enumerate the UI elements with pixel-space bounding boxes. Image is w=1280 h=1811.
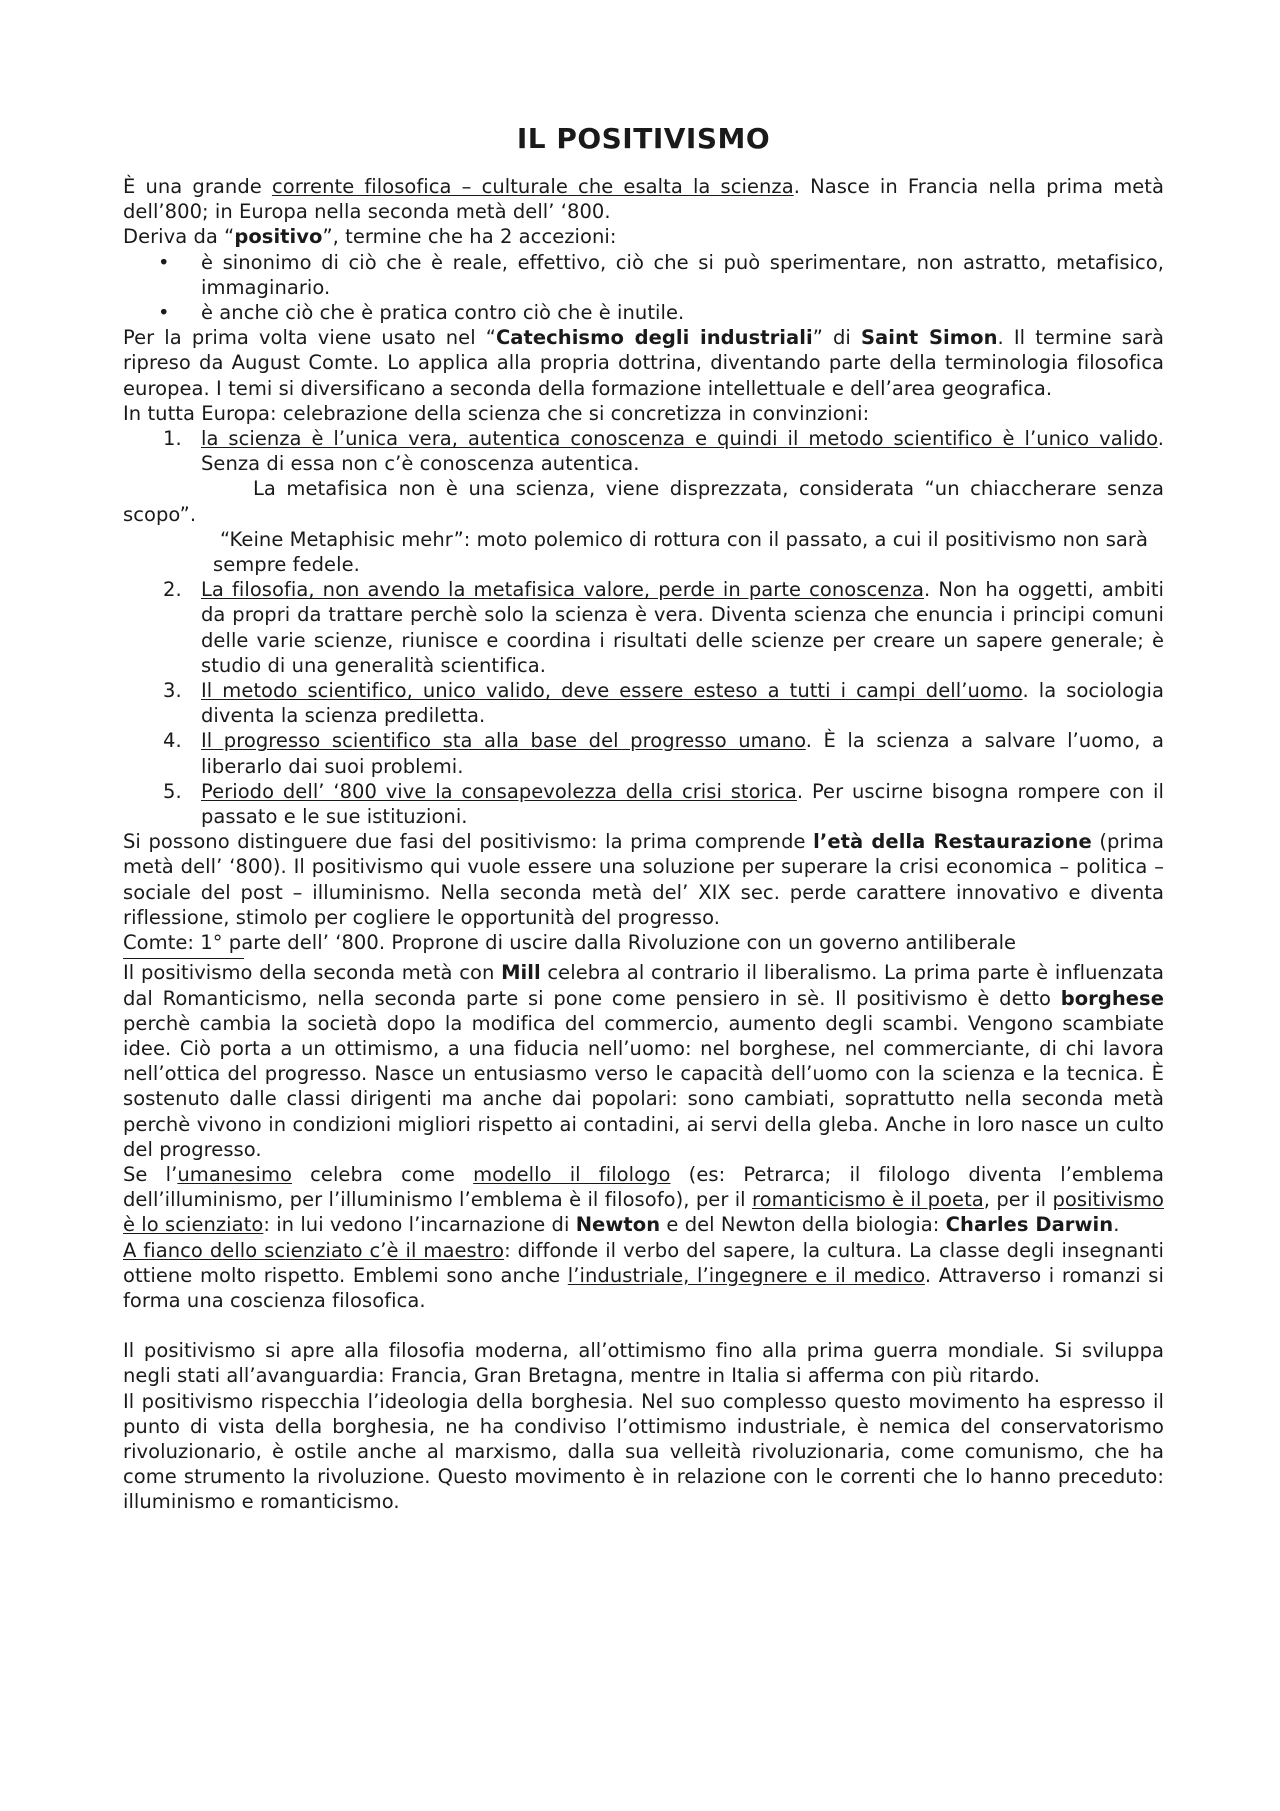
moderna-paragraph: Il positivismo si apre alla filosofia moderna, all’ottimismo fino alla prima guerra mondiale. Si sviluppa negli stati all’avanguardia: Francia, Gran Bretagna, mentre in Italia si afferma con più ritardo.	[123, 1339, 1164, 1388]
item-number: 4.	[163, 729, 182, 753]
item-number: 2.	[163, 578, 182, 602]
metafisica-paragraph: La metafisica non è una scienza, viene disprezzata, considerata “un chiaccherare senza scopo”.	[123, 477, 1164, 526]
horizontal-rule	[123, 958, 244, 959]
bold-term: l’età della Restaurazione	[813, 830, 1092, 854]
intro-paragraph: È una grande corrente filosofica – culturale che esalta la scienza. Nasce in Francia nella prima metà dell’800; in Europa nella seconda metà dell’ ‘800.	[123, 175, 1164, 224]
bullet-item: • è sinonimo di ciò che è reale, effettivo, ciò che si può sperimentare, non astratto, metafisico, immaginario.	[201, 250, 1164, 300]
underlined-phrase: la scienza è l’unica vera, autentica conoscenza e quindi il metodo scientifico è l’unico valido	[201, 427, 1158, 451]
underlined-phrase: romanticismo è il poeta	[751, 1188, 984, 1212]
umanesimo-paragraph: Se l’umanesimo celebra come modello il filologo (es: Petrarca; il filologo diventa l’emblema dell’illuminismo, per l’illuminismo l’emblema è il filosofo), per il romanticismo è il poeta, per il positivismo è lo scienziato: in lui vedono l’incarnazione di Newton e del Newton della biologia: Charles Darwin.	[123, 1162, 1164, 1237]
numbered-item: 3. Il metodo scientifico, unico valido, deve essere esteso a tutti i campi dell’uomo. la sociologia diventa la scienza prediletta.	[163, 679, 1164, 728]
underlined-phrase: Periodo dell’ ‘800 vive la consapevolezza della crisi storica	[201, 779, 797, 803]
bold-term: positivo	[234, 225, 323, 249]
item-number: 1.	[163, 427, 182, 451]
underlined-phrase: Il metodo scientifico, unico valido, deve essere esteso a tutti i campi dell’uomo	[201, 679, 1023, 703]
prima-volta-paragraph: Per la prima volta viene usato nel “Catechismo degli industriali” di Saint Simon. Il termine sarà ripreso da August Comte. Lo applica alla propria dottrina, diventando parte della terminologia filosofica europea. I temi si diversificano a seconda della formazione intellettuale e dell’area geografica.	[123, 326, 1164, 400]
comte-paragraph: Comte: 1° parte dell’ ‘800. Proprone di uscire dalla Rivoluzione con un governo antiliberale	[123, 931, 1017, 955]
maestro-paragraph: A fianco dello scienziato c’è il maestro: diffonde il verbo del sapere, la cultura. La classe degli insegnanti ottiene molto rispetto. Emblemi sono anche l’industriale, l’ingegnere e il medico. Attraverso i romanzi si forma una coscienza filosofica.	[123, 1238, 1165, 1312]
underlined-phrase: modello il filologo	[473, 1162, 671, 1186]
underlined-phrase: positivismo è lo scienziato	[123, 1188, 1164, 1237]
numbered-item: 2. La filosofia, non avendo la metafisica valore, perde in parte conoscenza. Non ha oggetti, ambiti da propri da trattare perchè solo la scienza è vera. Diventa scienza che enuncia i principi comuni delle varie scienze, riunisce e coordina i risultati delle scienze per creare un sapere generale; è studio di una generalità scientifica.	[163, 578, 1164, 677]
underlined-phrase: umanesimo	[177, 1162, 292, 1186]
underlined-phrase: corrente filosofica – culturale che esalta la scienza	[271, 175, 794, 198]
bold-term: Saint Simon	[860, 326, 998, 350]
fasi-paragraph: Si possono distinguere due fasi del positivismo: la prima comprende l’età della Restaurazione (prima metà dell’ ‘800). Il positivismo qui vuole essere una soluzione per superare la crisi economica – politica – sociale del post – illuminismo. Nella seconda metà del’ XIX sec. perde carattere innovativo e diventa riflessione, stimolo per cogliere le opportunità del progresso.	[123, 830, 1164, 929]
underlined-phrase: A fianco dello scienziato c’è il maestro	[123, 1238, 505, 1262]
bold-term: borghese	[1060, 986, 1164, 1010]
blank-line	[123, 1313, 1164, 1338]
underlined-phrase: Il progresso scientifico sta alla base del progresso umano	[201, 729, 806, 753]
numbered-item: 1. la scienza è l’unica vera, autentica conoscenza e quindi il metodo scientifico è l’unico valido. Senza di essa non c’è conoscenza autentica.	[163, 427, 1164, 476]
page-title: IL POSITIVISMO	[516, 122, 771, 155]
numbered-list	[123, 426, 1164, 476]
bold-term: Mill	[501, 961, 541, 985]
bold-term: Charles Darwin	[945, 1213, 1114, 1237]
ideologia-paragraph: Il positivismo rispecchia l’ideologia della borghesia. Nel suo complesso questo movimento ha espresso il punto di vista della borghesia, ne ha condiviso l’ottimismo industriale, è nemica del conservatorismo rivoluzionario, è ostile anche al marxismo, dalla sua velleità rivoluzionaria, come comunismo, che ha come strumento la rivoluzione. Questo movimento è in relazione con le correnti che lo hanno preceduto: illuminismo e romanticismo.	[123, 1389, 1164, 1514]
bold-term: Catechismo degli industriali	[495, 326, 813, 350]
numbered-item: 5. Periodo dell’ ‘800 vive la consapevolezza della crisi storica. Per uscirne bisogna rompere con il passato e le sue istituzioni.	[163, 779, 1164, 829]
deriva-paragraph: Deriva da “positivo”, termine che ha 2 accezioni:	[123, 225, 617, 249]
bullet-item: • è anche ciò che è pratica contro ciò che è inutile.	[201, 300, 1164, 325]
item-number: 3.	[163, 679, 182, 703]
underlined-phrase: La filosofia, non avendo la metafisica valore, perde in parte conoscenza	[201, 578, 925, 602]
bullet-list	[123, 250, 1164, 326]
keine-paragraph: “Keine Metaphisic mehr”: moto polemico di rottura con il passato, a cui il positivismo non sarà	[220, 527, 1148, 551]
europa-paragraph: In tutta Europa: celebrazione della scienza che si concretizza in convinzioni:	[123, 401, 870, 425]
numbered-list-continued	[123, 577, 1164, 829]
numbered-item: 4. Il progresso scientifico sta alla base del progresso umano. È la scienza a salvare l’uomo, a liberarlo dai suoi problemi.	[163, 729, 1164, 778]
fedele-line: sempre fedele.	[213, 553, 360, 577]
bold-term: Newton	[575, 1213, 661, 1237]
mill-paragraph: Il positivismo della seconda metà con Mill celebra al contrario il liberalismo. La prima parte è influenzata dal Romanticismo, nella seconda parte si pone come pensiero in sè. Il positivismo è detto borghese perchè cambia la società dopo la modifica del commercio, aumento degli scambi. Vengono scambiate idee. Ciò porta a un ottimismo, a una fiducia nell’uomo: nel borghese, nel commerciante, di chi lavora nell’ottica del progresso. Nasce un entusiasmo verso le capacità dell’uomo con la scienza e la tecnica. È sostenuto dalle classi dirigenti ma anche dai popolari: sono cambiati, soprattutto nella seconda metà perchè vivono in condizioni migliori rispetto ai contadini, ai servi della gleba. Anche in loro nasce un culto del progresso.	[123, 961, 1164, 1161]
item-number: 5.	[163, 779, 182, 803]
underlined-phrase: l’industriale, l’ingegnere e il medico	[567, 1263, 925, 1287]
